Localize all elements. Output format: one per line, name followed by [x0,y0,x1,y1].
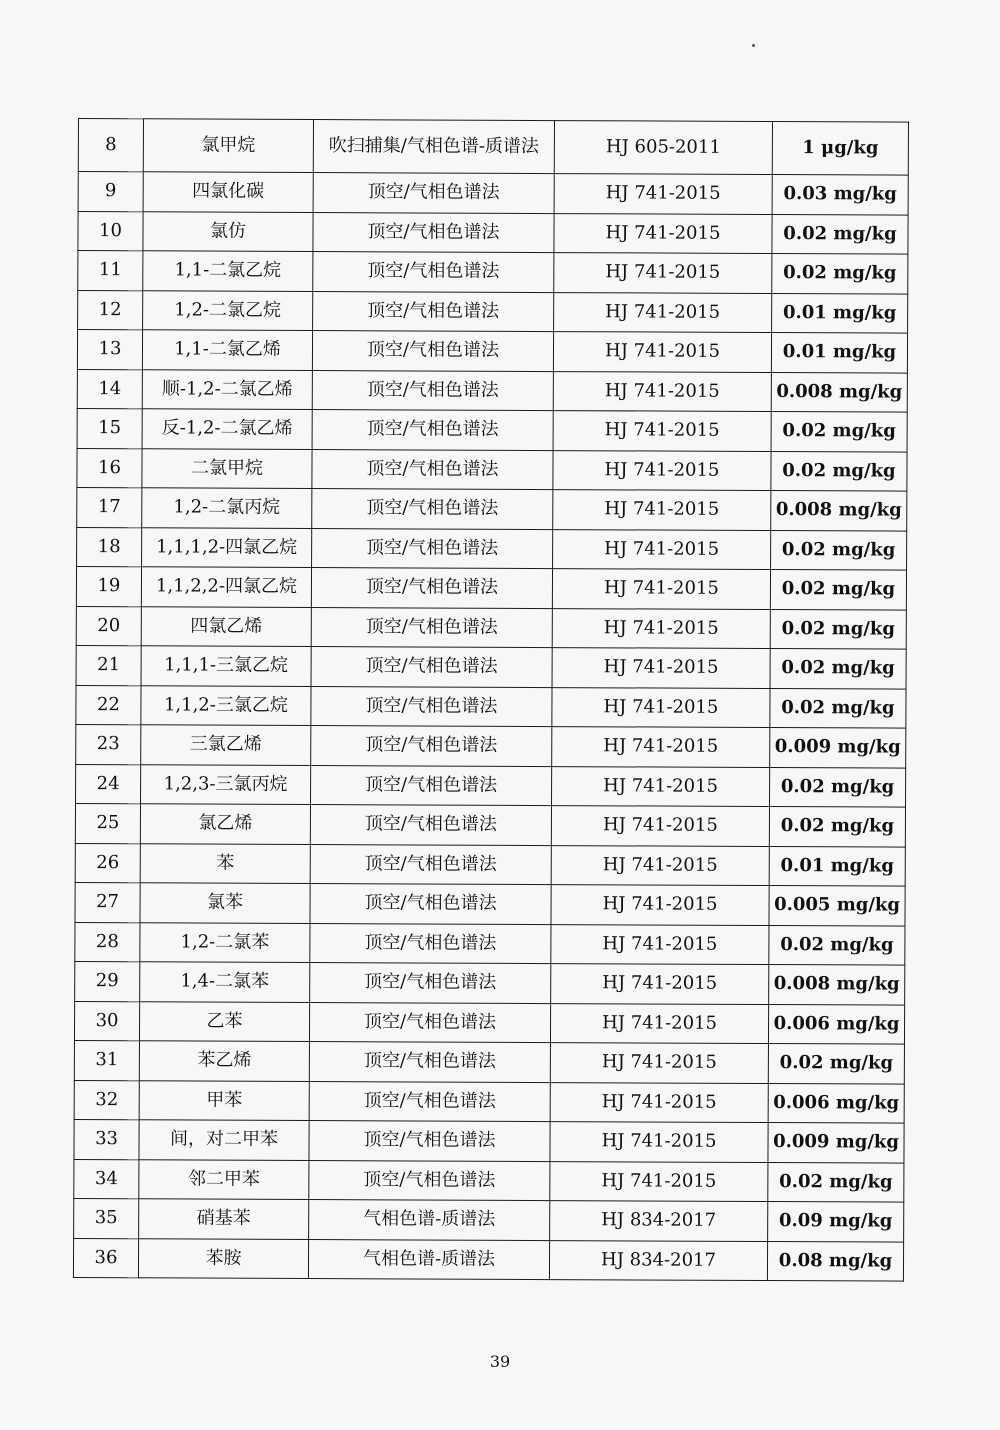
table-row [78,290,908,333]
method-standard: HJ 741-2015 [550,1161,768,1201]
detection-limit: 0.009 mg/kg [768,1123,904,1163]
analysis-method: 顶空/气相色谱法 [311,568,552,609]
compound-name: 三氯乙烯 [141,725,311,765]
analysis-method: 顶空/气相色谱法 [312,449,553,490]
detection-limit: 0.02 mg/kg [772,214,908,254]
table-row [75,843,905,886]
compound-name: 反-1,2-二氯乙烯 [142,409,312,449]
detection-limit: 0.01 mg/kg [769,846,905,886]
row-number: 16 [77,448,142,488]
method-standard: HJ 741-2015 [553,529,771,569]
compound-name: 1,2-二氯乙烷 [143,290,313,330]
table-body [73,119,908,1282]
detection-limit: 0.008 mg/kg [769,965,905,1005]
row-number: 9 [78,172,143,212]
page-number: 39 [489,1352,511,1371]
compound-name: 氯乙烯 [140,804,310,844]
row-number: 36 [73,1238,138,1278]
table-row [74,1001,904,1044]
method-standard: HJ 741-2015 [552,608,770,648]
row-number: 19 [76,566,141,606]
detection-limit: 0.02 mg/kg [768,1044,904,1084]
method-standard: HJ 605-2011 [554,121,772,175]
analysis-method: 顶空/气相色谱法 [309,1002,550,1043]
row-number: 29 [75,961,140,1001]
analysis-method: 顶空/气相色谱法 [311,765,552,806]
table-row [77,369,907,412]
compound-name: 氯仿 [143,211,313,251]
compound-name: 四氯乙烯 [141,606,311,646]
table-row [78,172,908,215]
method-standard: HJ 741-2015 [551,806,769,846]
detection-limit: 0.005 mg/kg [769,886,905,926]
analysis-method: 顶空/气相色谱法 [312,410,553,451]
analysis-method: 顶空/气相色谱法 [310,963,551,1004]
detection-limit: 0.008 mg/kg [771,372,907,412]
row-number: 24 [76,764,141,804]
method-standard: HJ 741-2015 [551,964,769,1004]
analysis-method: 顶空/气相色谱法 [310,884,551,925]
analysis-method: 吹扫捕集/气相色谱-质谱法 [313,120,554,174]
detection-limit: 0.006 mg/kg [768,1083,904,1123]
compound-name: 氯苯 [140,883,310,923]
method-standard: HJ 741-2015 [554,174,772,214]
row-number: 27 [75,882,140,922]
table-row [77,527,907,570]
method-standard: HJ 741-2015 [551,885,769,925]
table-row [76,645,906,688]
method-standard: HJ 741-2015 [554,213,772,253]
analysis-method: 气相色谱-质谱法 [308,1239,549,1280]
row-number: 14 [77,369,142,409]
row-number: 13 [77,330,142,370]
row-number: 34 [74,1159,139,1199]
compound-name: 苯胺 [138,1238,308,1278]
table-row [76,724,906,767]
table-row [74,1080,904,1123]
row-number: 32 [74,1080,139,1120]
table-row [76,685,906,728]
detection-limit: 0.02 mg/kg [770,609,906,649]
detection-limit: 0.02 mg/kg [769,807,905,847]
analysis-method: 顶空/气相色谱法 [313,173,554,214]
row-number: 8 [78,119,143,172]
analysis-method: 顶空/气相色谱法 [311,686,552,727]
method-standard: HJ 741-2015 [550,1082,768,1122]
method-standard: HJ 741-2015 [550,1122,768,1162]
detection-limit: 0.006 mg/kg [768,1004,904,1044]
compound-name: 硝基苯 [139,1199,309,1239]
table-row [74,1198,904,1241]
analysis-method: 顶空/气相色谱法 [312,489,553,530]
method-standard: HJ 741-2015 [554,253,772,293]
row-number: 31 [74,1040,139,1080]
analysis-method: 气相色谱-质谱法 [309,1200,550,1241]
table-row [78,211,908,254]
detection-limit: 0.02 mg/kg [770,649,906,689]
method-standard: HJ 834-2017 [549,1240,767,1280]
analysis-method: 顶空/气相色谱法 [309,1121,550,1162]
method-standard: HJ 741-2015 [554,292,772,332]
table-row [75,961,905,1004]
table-row [77,448,907,491]
table-row [76,764,906,807]
row-number: 35 [74,1198,139,1238]
method-standard: HJ 741-2015 [552,766,770,806]
compound-name: 1,1,1-三氯乙烷 [141,646,311,686]
detection-limit: 0.03 mg/kg [772,175,908,215]
compound-name: 四氯化碳 [143,172,313,212]
method-standard: HJ 741-2015 [551,845,769,885]
row-number: 23 [76,724,141,764]
row-number: 30 [74,1001,139,1041]
analysis-method: 顶空/气相色谱法 [311,607,552,648]
row-number: 33 [74,1119,139,1159]
table-row [77,330,907,373]
row-number: 25 [75,803,140,843]
method-standard: HJ 741-2015 [553,450,771,490]
table-row [75,922,905,965]
analysis-method: 顶空/气相色谱法 [310,805,551,846]
detection-limit: 0.008 mg/kg [771,491,907,531]
table-row [74,1040,904,1083]
detection-limit: 0.02 mg/kg [771,530,907,570]
analysis-method: 顶空/气相色谱法 [312,528,553,569]
table-row [78,119,908,176]
method-standard: HJ 741-2015 [550,1043,768,1083]
detection-limit: 1 μg/kg [772,122,908,176]
row-number: 26 [75,843,140,883]
method-standard: HJ 741-2015 [550,1003,768,1043]
compound-name: 1,1,1,2-四氯乙烷 [142,527,312,567]
row-number: 18 [77,527,142,567]
detection-limit: 0.02 mg/kg [769,925,905,965]
method-standard: HJ 741-2015 [553,371,771,411]
analysis-method: 顶空/气相色谱法 [313,291,554,332]
detection-limit: 0.009 mg/kg [770,728,906,768]
table-row [77,408,907,451]
analysis-method: 顶空/气相色谱法 [313,212,554,253]
compound-name: 1,1-二氯乙烯 [142,330,312,370]
row-number: 22 [76,685,141,725]
detection-limit: 0.09 mg/kg [768,1202,904,1242]
compound-name: 1,1,2-三氯乙烷 [141,685,311,725]
compound-name: 苯 [140,843,310,883]
row-number: 15 [77,408,142,448]
compound-name: 1,1,2,2-四氯乙烷 [141,567,311,607]
table-row [73,1238,903,1281]
compound-name: 苯乙烯 [139,1041,309,1081]
compound-name: 1,2-二氯苯 [140,922,310,962]
detection-limits-table [73,118,909,1282]
detection-limit: 0.01 mg/kg [772,293,908,333]
scan-speck [752,44,755,47]
method-standard: HJ 741-2015 [552,569,770,609]
compound-name: 乙苯 [139,1001,309,1041]
analysis-method: 顶空/气相色谱法 [310,844,551,885]
analysis-method: 顶空/气相色谱法 [309,1081,550,1122]
analysis-method: 顶空/气相色谱法 [309,1042,550,1083]
row-number: 17 [77,487,142,527]
analysis-method: 顶空/气相色谱法 [312,331,553,372]
detection-limit: 0.02 mg/kg [770,767,906,807]
method-standard: HJ 741-2015 [553,332,771,372]
detection-limit: 0.02 mg/kg [772,254,908,294]
analysis-method: 顶空/气相色谱法 [311,647,552,688]
method-standard: HJ 741-2015 [552,687,770,727]
row-number: 21 [76,645,141,685]
analysis-method: 顶空/气相色谱法 [310,923,551,964]
method-standard: HJ 741-2015 [552,727,770,767]
table-row [77,487,907,530]
compound-name: 二氯甲烷 [142,448,312,488]
compound-name: 氯甲烷 [143,119,313,173]
table-row [75,882,905,925]
row-number: 12 [78,290,143,330]
analysis-method: 顶空/气相色谱法 [309,1160,550,1201]
analysis-method: 顶空/气相色谱法 [311,726,552,767]
detection-limit: 0.02 mg/kg [770,688,906,728]
detection-limit: 0.02 mg/kg [770,570,906,610]
table-row [76,566,906,609]
analysis-method: 顶空/气相色谱法 [312,370,553,411]
method-standard: HJ 741-2015 [553,411,771,451]
table-row [74,1159,904,1202]
row-number: 10 [78,211,143,251]
compound-name: 间，对二甲苯 [139,1120,309,1160]
method-standard: HJ 741-2015 [553,490,771,530]
detection-limit: 0.02 mg/kg [771,451,907,491]
row-number: 28 [75,922,140,962]
table-row [76,606,906,649]
table-row [78,251,908,294]
compound-name: 甲苯 [139,1080,309,1120]
compound-name: 1,2-二氯丙烷 [142,488,312,528]
row-number: 11 [78,251,143,291]
compound-name: 1,4-二氯苯 [140,962,310,1002]
analysis-method: 顶空/气相色谱法 [313,252,554,293]
compound-name: 1,2,3-三氯丙烷 [141,764,311,804]
compound-name: 邻二甲苯 [139,1159,309,1199]
table-row [75,803,905,846]
detection-limit: 0.02 mg/kg [768,1162,904,1202]
compound-name: 顺-1,2-二氯乙烯 [142,369,312,409]
method-standard: HJ 741-2015 [551,924,769,964]
detection-limit: 0.01 mg/kg [771,333,907,373]
table-row [74,1119,904,1162]
method-standard: HJ 834-2017 [550,1201,768,1241]
compound-name: 1,1-二氯乙烷 [143,251,313,291]
detection-limit: 0.02 mg/kg [771,412,907,452]
method-standard: HJ 741-2015 [552,648,770,688]
detection-limit: 0.08 mg/kg [767,1241,903,1281]
row-number: 20 [76,606,141,646]
